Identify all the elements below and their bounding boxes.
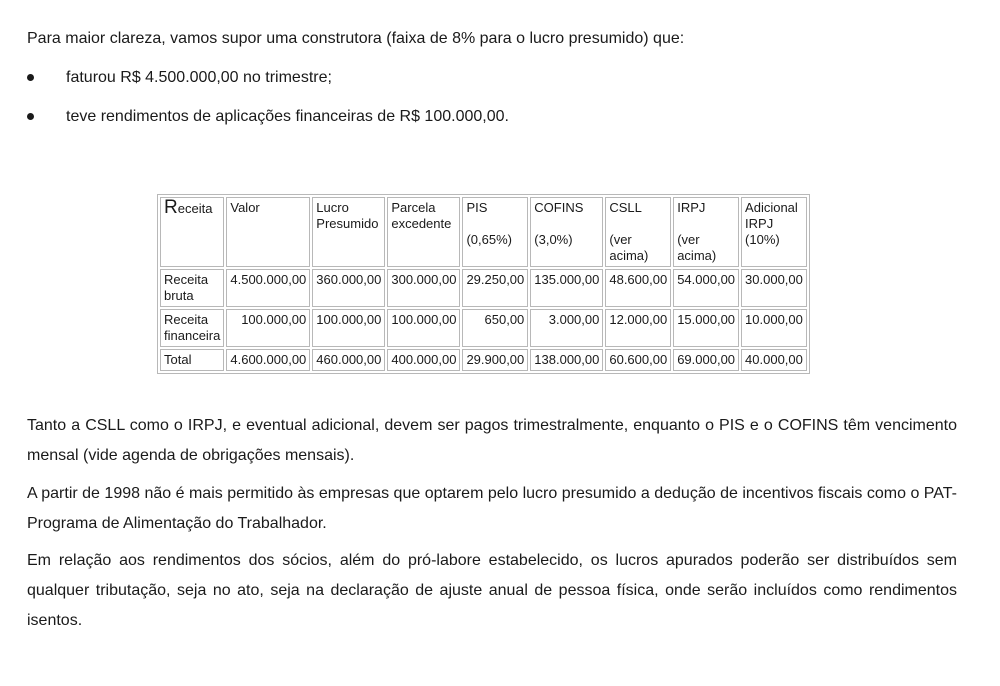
bullet-text: teve rendimentos de aplicações financeiras de R$ 100.000,00. xyxy=(66,108,509,125)
table-cell: 48.600,00 xyxy=(605,269,671,307)
header-label: Lucro xyxy=(316,200,349,215)
header-parcela-excedente xyxy=(387,197,460,267)
table-cell: 54.000,00 xyxy=(673,269,739,307)
bullet-text: faturou R$ 4.500.000,00 no trimestre; xyxy=(66,69,332,86)
bullet-icon xyxy=(27,74,34,81)
table-cell: 360.000,00 xyxy=(312,269,385,307)
corner-initial: R xyxy=(164,197,178,218)
table-row xyxy=(160,309,807,347)
header-label: excedente xyxy=(391,216,452,231)
header-label: IRPJ xyxy=(745,216,774,231)
table-cell: 400.000,00 xyxy=(387,349,460,371)
row-label xyxy=(160,269,224,307)
header-rate: (3,0%) xyxy=(534,232,573,247)
header-lucro-presumido xyxy=(312,197,385,267)
paragraph: Em relação aos rendimentos dos sócios, além do pró-labore estabelecido, os lucros apurados poderão ser distribuídos sem qualquer tributação, seja no ato, seja na declaração de ajuste anual de pessoa física, onde serão incluídos como rendimentos isentos. xyxy=(27,552,957,629)
tax-table-wrapper xyxy=(157,194,810,374)
table-cell: 15.000,00 xyxy=(673,309,739,347)
table-cell: 4.500.000,00 xyxy=(226,269,310,307)
header-note: acima) xyxy=(609,248,649,263)
header-irpj xyxy=(673,197,739,267)
table-cell: 29.900,00 xyxy=(462,349,528,371)
table-row xyxy=(160,269,807,307)
header-label: PIS xyxy=(466,200,488,215)
header-label: IRPJ xyxy=(677,200,706,215)
header-label: Parcela xyxy=(391,200,436,215)
header-rate: (0,65%) xyxy=(466,232,512,247)
tax-table xyxy=(157,194,810,374)
paragraph: Tanto a CSLL como o IRPJ, e eventual adicional, devem ser pagos trimestralmente, enquanto o PIS e o COFINS têm vencimento mensal (vide agenda de obrigações mensais). xyxy=(27,417,957,464)
row-label-line: Receita xyxy=(164,272,209,287)
table-cell: 135.000,00 xyxy=(530,269,603,307)
table-row xyxy=(160,349,807,371)
table-cell: 12.000,00 xyxy=(605,309,671,347)
header-adicional-irpj xyxy=(741,197,807,267)
corner-header xyxy=(160,197,224,267)
header-label: Presumido xyxy=(316,216,379,231)
table-cell: 100.000,00 xyxy=(226,309,310,347)
corner-rest: eceita xyxy=(177,201,213,216)
header-valor xyxy=(226,197,310,267)
row-label-line: bruta xyxy=(164,288,194,303)
table-cell: 460.000,00 xyxy=(312,349,385,371)
row-label-line: Receita xyxy=(164,312,209,327)
table-cell: 3.000,00 xyxy=(530,309,603,347)
table-header-row xyxy=(160,197,807,267)
header-note: (ver xyxy=(677,232,700,247)
header-pis xyxy=(462,197,528,267)
row-label: Total xyxy=(160,349,224,371)
table-cell: 138.000,00 xyxy=(530,349,603,371)
intro-text: Para maior clareza, vamos supor uma construtora (faixa de 8% para o lucro presumido) que: xyxy=(27,30,685,47)
table-cell: 60.600,00 xyxy=(605,349,671,371)
row-label xyxy=(160,309,224,347)
table-cell: 30.000,00 xyxy=(741,269,807,307)
row-label-line: financeira xyxy=(164,328,221,343)
table-cell: 4.600.000,00 xyxy=(226,349,310,371)
table-cell: 650,00 xyxy=(462,309,528,347)
header-label: Valor xyxy=(230,200,260,215)
table-cell: 69.000,00 xyxy=(673,349,739,371)
header-rate: (10%) xyxy=(745,232,780,247)
header-note: (ver xyxy=(609,232,632,247)
table-cell: 40.000,00 xyxy=(741,349,807,371)
header-cofins xyxy=(530,197,603,267)
header-csll xyxy=(605,197,671,267)
table-cell: 29.250,00 xyxy=(462,269,528,307)
paragraph: A partir de 1998 não é mais permitido às empresas que optarem pelo lucro presumido a dedução de incentivos fiscais como o PAT-Programa de Alimentação do Trabalhador. xyxy=(27,485,957,532)
header-note: acima) xyxy=(677,248,717,263)
table-cell: 10.000,00 xyxy=(741,309,807,347)
table-cell: 100.000,00 xyxy=(312,309,385,347)
bullet-icon xyxy=(27,113,34,120)
table-cell: 100.000,00 xyxy=(387,309,460,347)
header-label: Adicional xyxy=(745,200,798,215)
header-label: COFINS xyxy=(534,200,584,215)
header-label: CSLL xyxy=(609,200,642,215)
table-cell: 300.000,00 xyxy=(387,269,460,307)
